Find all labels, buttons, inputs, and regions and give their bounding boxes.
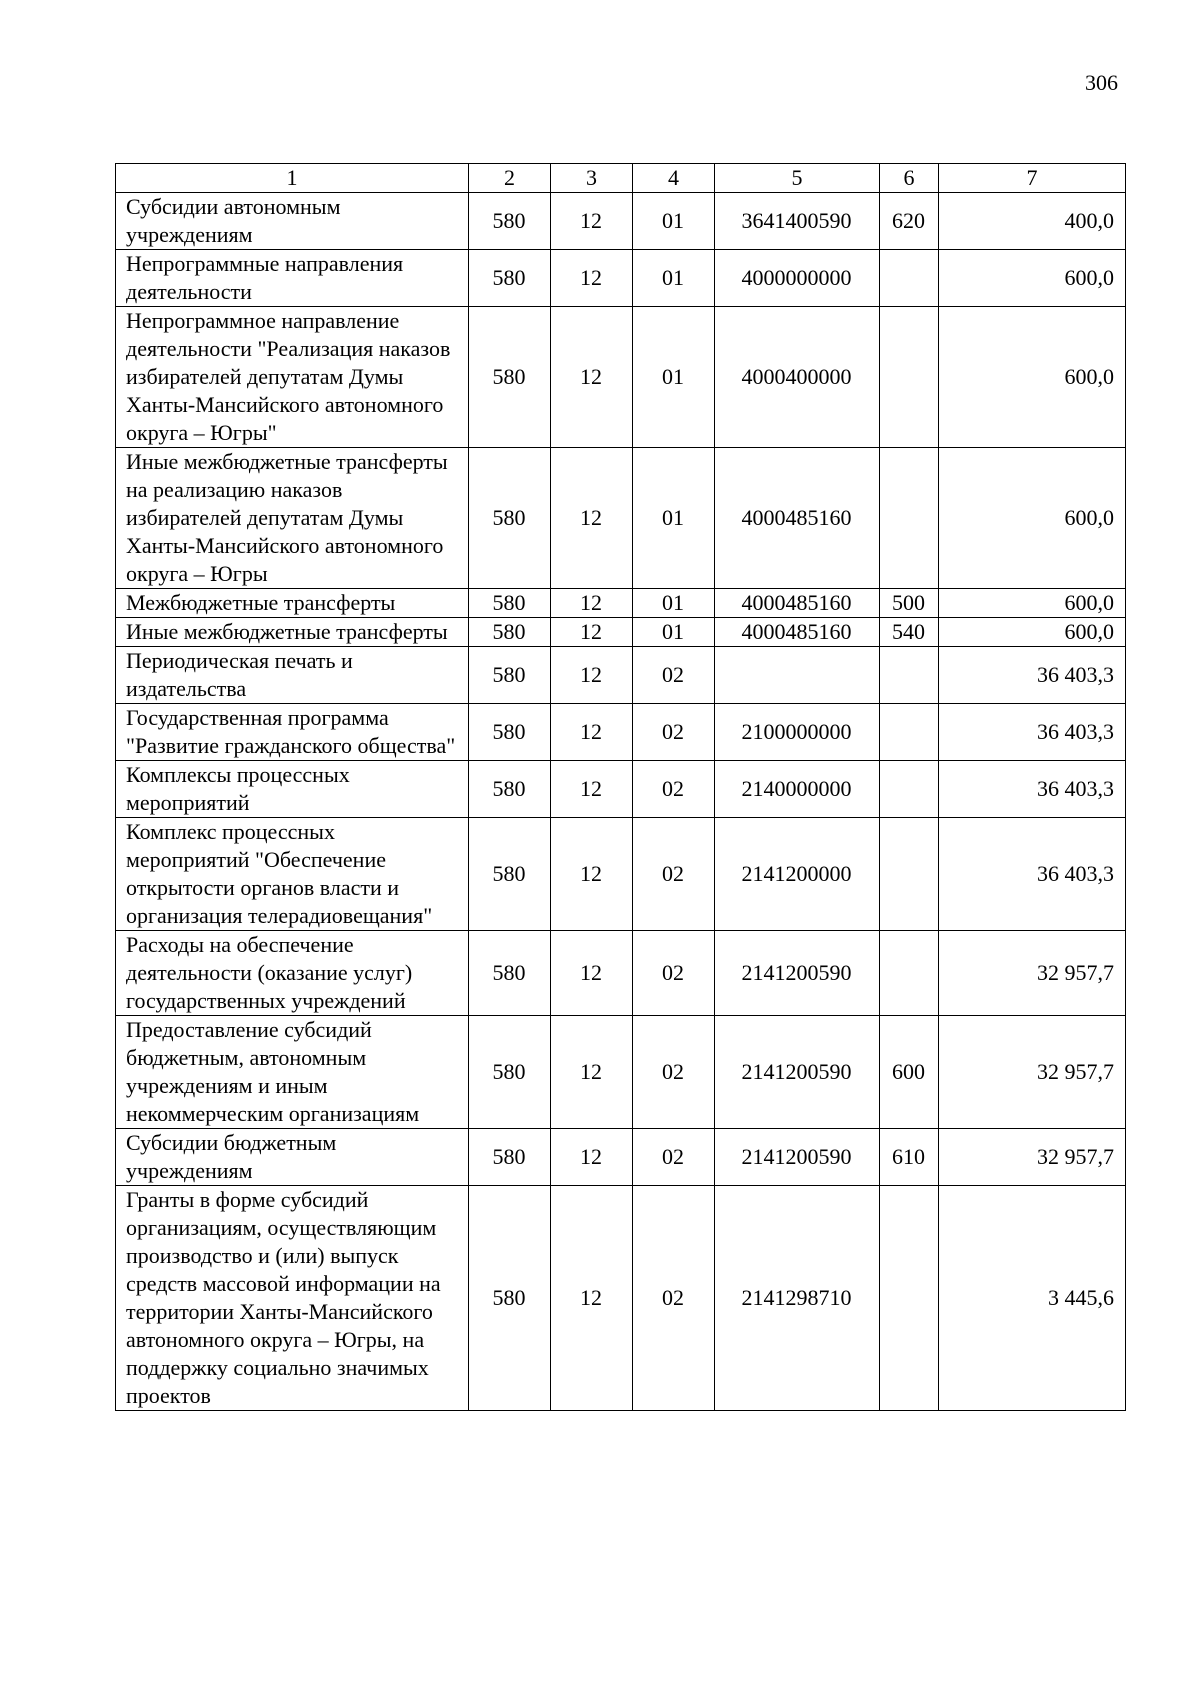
row-code-col2: 580 <box>469 1129 551 1186</box>
row-name: Субсидии автономным учреждениям <box>116 193 469 250</box>
column-number-row <box>116 164 1126 193</box>
row-subsection-col4: 02 <box>633 647 715 704</box>
row-subsection-col4: 02 <box>633 704 715 761</box>
row-code-col2: 580 <box>469 589 551 618</box>
row-section-col3: 12 <box>551 1186 633 1411</box>
row-expense-type-col6: 540 <box>880 618 939 647</box>
table-row <box>116 1016 1126 1129</box>
row-code-col2: 580 <box>469 1186 551 1411</box>
row-subsection-col4: 01 <box>633 250 715 307</box>
table-row <box>116 1186 1126 1411</box>
row-subsection-col4: 01 <box>633 307 715 448</box>
row-expense-type-col6 <box>880 704 939 761</box>
column-number-4: 4 <box>633 164 715 193</box>
row-target-article-col5: 4000485160 <box>715 618 880 647</box>
row-subsection-col4: 02 <box>633 1186 715 1411</box>
row-amount-col7: 600,0 <box>939 589 1126 618</box>
row-code-col2: 580 <box>469 250 551 307</box>
row-amount-col7: 32 957,7 <box>939 1129 1126 1186</box>
row-amount-col7: 600,0 <box>939 307 1126 448</box>
row-section-col3: 12 <box>551 1016 633 1129</box>
column-number-1: 1 <box>116 164 469 193</box>
row-target-article-col5: 4000000000 <box>715 250 880 307</box>
row-section-col3: 12 <box>551 618 633 647</box>
row-amount-col7: 600,0 <box>939 618 1126 647</box>
row-name: Межбюджетные трансферты <box>116 589 469 618</box>
row-expense-type-col6 <box>880 931 939 1016</box>
row-section-col3: 12 <box>551 1129 633 1186</box>
row-amount-col7: 36 403,3 <box>939 761 1126 818</box>
row-expense-type-col6 <box>880 761 939 818</box>
row-amount-col7: 36 403,3 <box>939 647 1126 704</box>
row-target-article-col5: 2141200000 <box>715 818 880 931</box>
row-target-article-col5: 3641400590 <box>715 193 880 250</box>
column-number-7: 7 <box>939 164 1126 193</box>
row-target-article-col5: 2140000000 <box>715 761 880 818</box>
row-section-col3: 12 <box>551 647 633 704</box>
row-subsection-col4: 01 <box>633 618 715 647</box>
row-section-col3: 12 <box>551 193 633 250</box>
row-expense-type-col6 <box>880 250 939 307</box>
row-amount-col7: 36 403,3 <box>939 704 1126 761</box>
column-number-5: 5 <box>715 164 880 193</box>
row-section-col3: 12 <box>551 704 633 761</box>
row-code-col2: 580 <box>469 704 551 761</box>
row-subsection-col4: 02 <box>633 818 715 931</box>
row-subsection-col4: 02 <box>633 761 715 818</box>
row-expense-type-col6 <box>880 818 939 931</box>
row-subsection-col4: 02 <box>633 931 715 1016</box>
row-section-col3: 12 <box>551 250 633 307</box>
row-amount-col7: 400,0 <box>939 193 1126 250</box>
row-name: Государственная программа "Развитие гражданского общества" <box>116 704 469 761</box>
row-target-article-col5: 4000485160 <box>715 589 880 618</box>
row-expense-type-col6 <box>880 448 939 589</box>
row-code-col2: 580 <box>469 761 551 818</box>
row-section-col3: 12 <box>551 931 633 1016</box>
row-section-col3: 12 <box>551 761 633 818</box>
row-name: Иные межбюджетные трансферты <box>116 618 469 647</box>
row-name: Предоставление субсидий бюджетным, автономным учреждениям и иным некоммерческим организациям <box>116 1016 469 1129</box>
row-expense-type-col6: 600 <box>880 1016 939 1129</box>
page-number: 306 <box>1085 70 1118 95</box>
row-name: Непрограммные направления деятельности <box>116 250 469 307</box>
row-target-article-col5: 4000485160 <box>715 448 880 589</box>
table-row <box>116 618 1126 647</box>
row-name: Гранты в форме субсидий организациям, осуществляющим производство и (или) выпуск средств массовой информации на территории Ханты-Мансийского автономного округа – Югры, на поддержку социально значимых проектов <box>116 1186 469 1411</box>
row-amount-col7: 32 957,7 <box>939 931 1126 1016</box>
row-target-article-col5 <box>715 647 880 704</box>
row-expense-type-col6 <box>880 307 939 448</box>
row-amount-col7: 600,0 <box>939 250 1126 307</box>
table-row <box>116 307 1126 448</box>
row-expense-type-col6 <box>880 1186 939 1411</box>
row-target-article-col5: 2141298710 <box>715 1186 880 1411</box>
table-row <box>116 931 1126 1016</box>
column-number-6: 6 <box>880 164 939 193</box>
row-expense-type-col6: 500 <box>880 589 939 618</box>
table-row <box>116 818 1126 931</box>
column-number-3: 3 <box>551 164 633 193</box>
row-expense-type-col6: 620 <box>880 193 939 250</box>
budget-table <box>115 163 1126 1411</box>
table-row <box>116 647 1126 704</box>
row-code-col2: 580 <box>469 818 551 931</box>
row-section-col3: 12 <box>551 818 633 931</box>
row-name: Комплексы процессных мероприятий <box>116 761 469 818</box>
row-code-col2: 580 <box>469 931 551 1016</box>
row-target-article-col5: 2100000000 <box>715 704 880 761</box>
row-code-col2: 580 <box>469 307 551 448</box>
table-row <box>116 704 1126 761</box>
row-target-article-col5: 2141200590 <box>715 1016 880 1129</box>
row-amount-col7: 600,0 <box>939 448 1126 589</box>
row-name: Иные межбюджетные трансферты на реализацию наказов избирателей депутатам Думы Ханты-Мансийского автономного округа – Югры <box>116 448 469 589</box>
row-subsection-col4: 01 <box>633 589 715 618</box>
row-subsection-col4: 01 <box>633 193 715 250</box>
row-name: Расходы на обеспечение деятельности (оказание услуг) государственных учреждений <box>116 931 469 1016</box>
row-section-col3: 12 <box>551 307 633 448</box>
row-code-col2: 580 <box>469 1016 551 1129</box>
row-amount-col7: 3 445,6 <box>939 1186 1126 1411</box>
column-number-2: 2 <box>469 164 551 193</box>
row-name: Комплекс процессных мероприятий "Обеспечение открытости органов власти и организация телерадиовещания" <box>116 818 469 931</box>
row-code-col2: 580 <box>469 193 551 250</box>
row-subsection-col4: 02 <box>633 1016 715 1129</box>
table-row <box>116 193 1126 250</box>
row-target-article-col5: 2141200590 <box>715 1129 880 1186</box>
row-subsection-col4: 01 <box>633 448 715 589</box>
row-expense-type-col6: 610 <box>880 1129 939 1186</box>
table-row <box>116 250 1126 307</box>
row-target-article-col5: 2141200590 <box>715 931 880 1016</box>
table-row <box>116 589 1126 618</box>
row-target-article-col5: 4000400000 <box>715 307 880 448</box>
row-section-col3: 12 <box>551 589 633 618</box>
row-section-col3: 12 <box>551 448 633 589</box>
row-code-col2: 580 <box>469 647 551 704</box>
row-amount-col7: 36 403,3 <box>939 818 1126 931</box>
row-name: Непрограммное направление деятельности "Реализация наказов избирателей депутатам Думы Ханты-Мансийского автономного округа – Югры" <box>116 307 469 448</box>
table-row <box>116 1129 1126 1186</box>
table-row <box>116 761 1126 818</box>
row-name: Периодическая печать и издательства <box>116 647 469 704</box>
row-code-col2: 580 <box>469 448 551 589</box>
row-code-col2: 580 <box>469 618 551 647</box>
table-row <box>116 448 1126 589</box>
row-amount-col7: 32 957,7 <box>939 1016 1126 1129</box>
row-name: Субсидии бюджетным учреждениям <box>116 1129 469 1186</box>
row-subsection-col4: 02 <box>633 1129 715 1186</box>
row-expense-type-col6 <box>880 647 939 704</box>
